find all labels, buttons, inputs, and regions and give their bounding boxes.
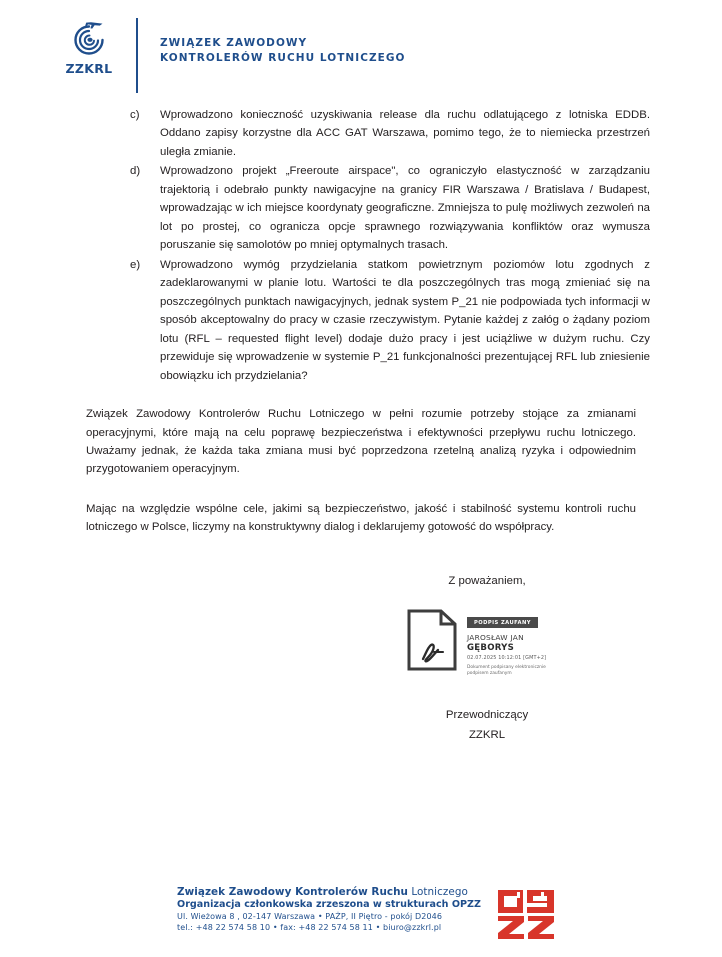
signer-role: [386, 706, 588, 745]
letter-body: [0, 78, 722, 745]
letter-footer: [0, 886, 722, 945]
list-item: [86, 106, 650, 161]
closing-paragraph-1: Związek Zawodowy Kontrolerów Ruchu Lotniczego w pełni rozumie potrzeby stojące za zmianami operacyjnymi, które mają na celu poprawę bezpieczeństwa i efektywności przepływu ruchu lotniczego. Uważamy jednak, że każda taka zmiana musi być poprzedzona rzetelną analizą ryzyka i odpowiednim przygotowaniem operacyjnym.: [86, 408, 636, 476]
closing-salutation: Z poważaniem,: [448, 574, 526, 587]
trusted-signature-badge: PODPIS ZAUFANY: [467, 617, 538, 628]
list-item-text: Wprowadzono projekt „Freeroute airspace", co ograniczyło elastyczność w zarządzaniu trajektorią i odebrało punkty nawigacyjne na granicy FIR Warszawa / Bratislava / Budapest, wprowadzając w ich miejsce koordynaty geograficzne. Zmniejsza to pulę możliwych zezwoleń na lot po prostej, co ogranicza opcje sprawnego rozwiązywania konfliktów oraz wymusza poruszanie się samolotów po mniej optymalnych trasach.: [160, 165, 650, 252]
list-item: [86, 162, 650, 254]
letterhead: [0, 0, 722, 78]
signer-role-line-1: Przewodniczący: [445, 709, 529, 722]
footer-org-name-bold: Związek Zawodowy Kontrolerów Ruchu: [177, 886, 408, 898]
closing-paragraph-2: Mając na względzie wspólne cele, jakimi są bezpieczeństwo, jakość i stabilność systemu kontroli ruchu lotniczego w Polsce, liczymy na konstruktywny dialog i deklarujemy gotowość do współpracy.: [86, 502, 636, 534]
list-item-marker: c): [130, 109, 140, 121]
logo-acronym: ZZKRL: [65, 61, 113, 76]
footer-address: Ul. Wieżowa 8 , 02-147 Warszawa • PAŻP, II Piętro - pokój D2046: [177, 912, 443, 921]
opzz-logo: [497, 888, 555, 945]
org-name-line-1: ZWIĄZEK ZAWODOWY: [160, 37, 308, 49]
signature-block: [86, 575, 650, 745]
signer-first-names: JAROSŁAW JAN: [467, 632, 524, 642]
zzkrl-logo: [58, 18, 120, 76]
org-name-line-2: KONTROLERÓW RUCHU LOTNICZEGO: [160, 52, 406, 65]
list-item-marker: d): [130, 165, 141, 178]
organization-name: [160, 18, 406, 66]
spiral-radar-airplane-icon: [66, 20, 112, 60]
numbered-issue-list: [86, 106, 650, 385]
list-item: [86, 256, 650, 385]
footer-contact-info: [177, 886, 481, 932]
list-item-marker: e): [130, 258, 141, 271]
footer-org-name-thin: Lotniczego: [411, 886, 468, 898]
header-divider: [136, 18, 138, 93]
footer-membership: Organizacja członkowska zrzeszona w strukturach OPZZ: [177, 899, 481, 910]
signer-surname: GĘBORYS: [467, 642, 515, 653]
document-with-signature-icon: [406, 609, 458, 671]
list-item-text: Wprowadzono wymóg przydzielania statkom powietrznym poziomów lotu zgodnych z zadeklarowanymi w planie lotu. Wartości te dla poszczególnych tras mogą zmieniać się na poszczególnych punktach nawigacyjnych, jednak system P_21 nie podpowiada tych informacji w sposób akceptowalny do pracy w czasie rzeczywistym. Pytanie każdej z załóg o żądany poziom lotu (RFL – requested flight level) dodaje dużo pracy i jest uciążliwe w dużym ruchu. Czy przewiduje się wprowadzenie w systemie P_21 funkcjonalności prezentującej RFL lub zniesienie obowiązku ich przydzielania?: [160, 258, 650, 382]
footer-org-name: [177, 886, 481, 898]
signature-timestamp: 02.07.2025 10:12:01 [GMT+2]: [467, 654, 547, 661]
signed-document-icon: [406, 609, 458, 671]
signature-details: [467, 609, 549, 678]
signer-role-line-2: ZZKRL: [468, 728, 506, 741]
trusted-signature-stamp: [406, 609, 596, 678]
signature-disclaimer: Dokument podpisany elektronicznie podpisem zaufanym: [467, 664, 546, 677]
opzz-logo-icon: [497, 888, 555, 940]
list-item-text: Wprowadzono konieczność uzyskiwania release dla ruchu odlatującego z lotniska EDDB. Oddano zapisy korzystne dla ACC GAT Warszawa, pomimo tego, że to niemiecka przestrzeń uległa zmianie.: [160, 109, 650, 158]
footer-contact: tel.: +48 22 574 58 10 • fax: +48 22 574 58 11 • biuro@zzkrl.pl: [177, 923, 442, 932]
